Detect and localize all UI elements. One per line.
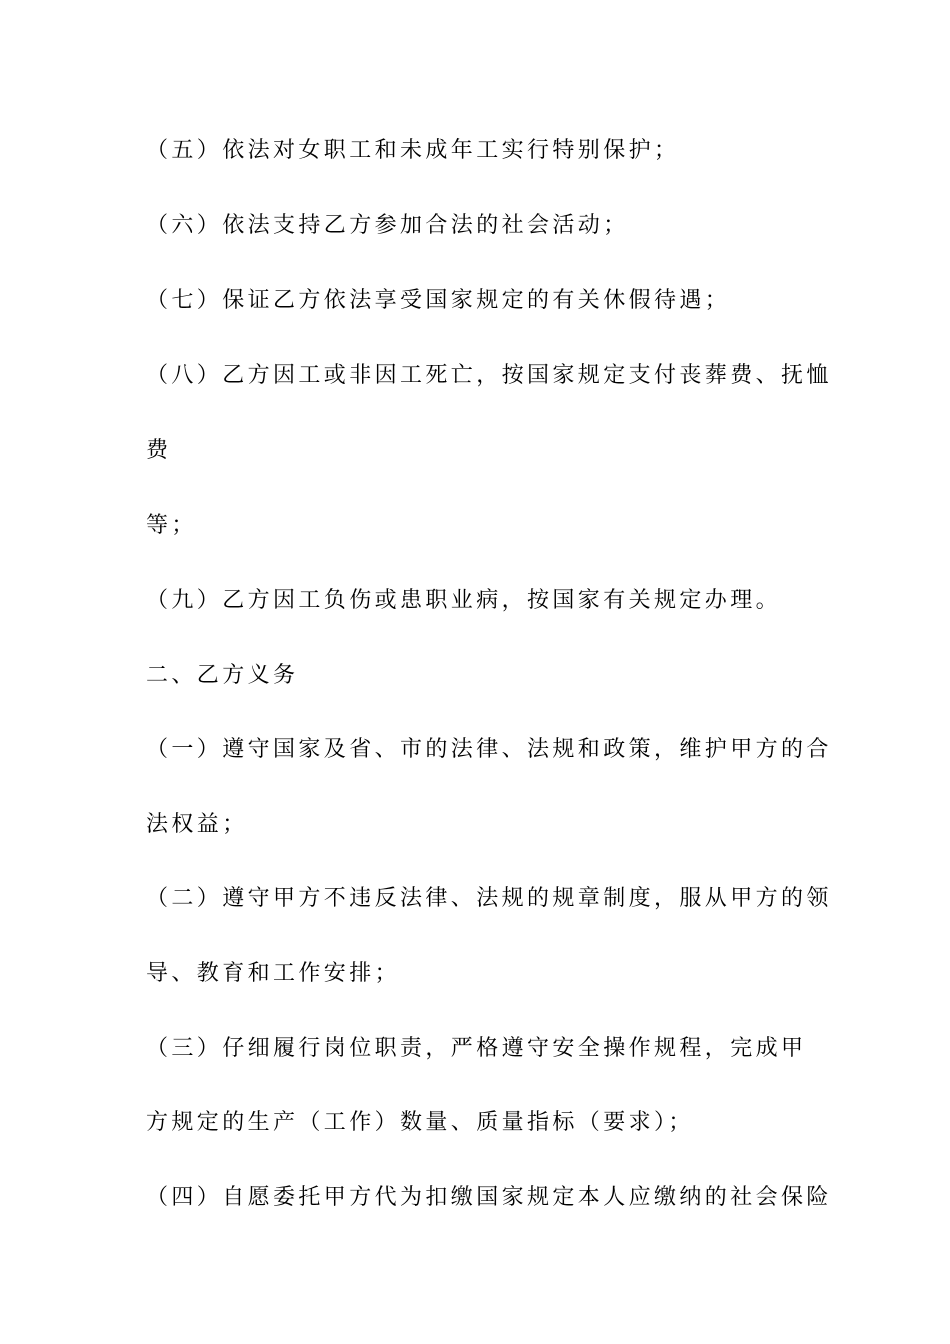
section-heading-party-b-obligations: 二、乙方义务	[146, 663, 299, 688]
clause-8-continuation-1: 费	[146, 438, 172, 463]
obligation-2-obey-rules: （二）遵守甲方不违反法律、法规的规章制度，服从甲方的领	[146, 886, 832, 911]
obligation-1-obey-laws: （一）遵守国家及省、市的法律、法规和政策，维护甲方的合	[146, 737, 832, 762]
clause-8-continuation-2: 等；	[146, 513, 197, 538]
clause-5-female-worker-protection: （五）依法对女职工和未成年工实行特别保护；	[146, 138, 680, 163]
obligation-2-continuation: 导、教育和工作安排；	[146, 961, 401, 986]
obligation-4-social-insurance: （四）自愿委托甲方代为扣缴国家规定本人应缴纳的社会保险	[146, 1185, 832, 1210]
clause-9-work-injury: （九）乙方因工负伤或患职业病，按国家有关规定办理。	[146, 588, 782, 613]
clause-7-leave-benefits: （七）保证乙方依法享受国家规定的有关休假待遇；	[146, 288, 731, 313]
obligation-3-perform-duties: （三）仔细履行岗位职责，严格遵守安全操作规程，完成甲	[146, 1036, 807, 1061]
obligation-1-continuation: 法权益；	[146, 812, 248, 837]
obligation-3-continuation: 方规定的生产（工作）数量、质量指标（要求）；	[146, 1110, 694, 1135]
clause-8-death-benefits: （八）乙方因工或非因工死亡，按国家规定支付丧葬费、抚恤	[146, 363, 832, 388]
clause-6-social-activities: （六）依法支持乙方参加合法的社会活动；	[146, 213, 629, 238]
